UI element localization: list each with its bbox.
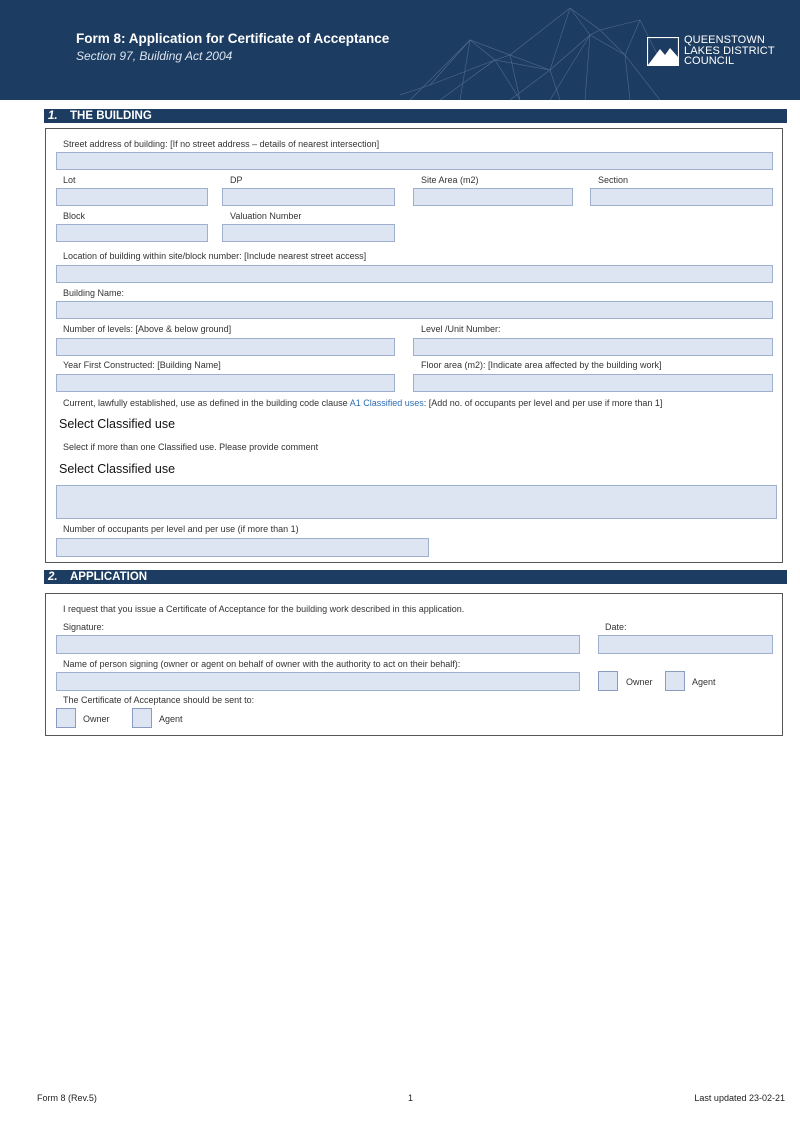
- footer-page-number: 1: [408, 1093, 414, 1103]
- signature-label: Signature:: [63, 622, 105, 632]
- classified-use-select-2[interactable]: Select Classified use: [59, 462, 176, 476]
- floor-area-field[interactable]: [413, 374, 773, 392]
- request-text: I request that you issue a Certificate of Acceptance for the building work described in this application.: [63, 604, 465, 614]
- section-2-panel: [45, 593, 783, 736]
- dp-label: DP: [230, 175, 243, 185]
- send-to-owner-label: Owner: [83, 714, 110, 724]
- location-field[interactable]: [56, 265, 773, 283]
- date-field[interactable]: [598, 635, 773, 654]
- occupants-field[interactable]: [56, 538, 429, 557]
- form-header: [0, 0, 800, 100]
- send-to-agent-label: Agent: [159, 714, 183, 724]
- section-2-number: 2.: [48, 571, 58, 583]
- site-area-label: Site Area (m2): [421, 175, 479, 185]
- section-1-panel: [45, 128, 783, 563]
- signer-agent-label: Agent: [692, 677, 716, 687]
- classified-use-select[interactable]: Select Classified use: [59, 417, 176, 431]
- location-label: Location of building within site/block number: [Include nearest street access]: [63, 251, 367, 261]
- signer-agent-checkbox[interactable]: [665, 671, 685, 691]
- building-name-field[interactable]: [56, 301, 773, 319]
- send-to-agent-checkbox[interactable]: [132, 708, 152, 728]
- date-label: Date:: [605, 622, 627, 632]
- mountain-logo-icon: [647, 37, 679, 66]
- name-of-person-field[interactable]: [56, 672, 580, 691]
- year-constructed-field[interactable]: [56, 374, 395, 392]
- current-use-text: Current, lawfully established, use as defined in the building code clause: [63, 398, 350, 408]
- current-use-label: [63, 398, 662, 408]
- logo-line-3: COUNCIL: [684, 55, 735, 68]
- name-of-person-label: Name of person signing (owner or agent on behalf of owner with the authority to act on their behalf):: [63, 659, 461, 669]
- section-1-number: 1.: [48, 110, 58, 122]
- classified-use-comment-field[interactable]: [56, 485, 777, 519]
- a1-classified-uses-link[interactable]: A1 Classified uses: [349, 398, 424, 408]
- form-subtitle: Section 97, Building Act 2004: [76, 49, 233, 63]
- send-to-owner-checkbox[interactable]: [56, 708, 76, 728]
- floor-area-label: Floor area (m2): [Indicate area affected by the building work]: [421, 360, 662, 370]
- sent-to-label: The Certificate of Acceptance should be sent to:: [63, 695, 255, 705]
- unit-number-field[interactable]: [413, 338, 773, 356]
- section-field[interactable]: [590, 188, 773, 206]
- signer-owner-checkbox[interactable]: [598, 671, 618, 691]
- valuation-number-label: Valuation Number: [230, 211, 302, 221]
- year-constructed-label: Year First Constructed: [Building Name]: [63, 360, 221, 370]
- unit-number-label: Level /Unit Number:: [421, 324, 501, 334]
- form-title: Form 8: Application for Certificate of Acceptance: [76, 31, 390, 46]
- footer-last-updated: Last updated 23-02-21: [694, 1093, 785, 1103]
- current-use-note: : [Add no. of occupants per level and per use if more than 1]: [423, 398, 663, 408]
- block-field[interactable]: [56, 224, 208, 242]
- street-address-label: Street address of building: [If no street address – details of nearest intersection]: [63, 139, 380, 149]
- block-label: Block: [63, 211, 86, 221]
- number-of-levels-field[interactable]: [56, 338, 395, 356]
- section-2-heading: [44, 570, 787, 584]
- lot-label: Lot: [63, 175, 76, 185]
- site-area-field[interactable]: [413, 188, 573, 206]
- valuation-number-field[interactable]: [222, 224, 395, 242]
- signer-owner-label: Owner: [626, 677, 653, 687]
- occupants-label: Number of occupants per level and per use (if more than 1): [63, 524, 299, 534]
- multiple-use-label: Select if more than one Classified use. Please provide comment: [63, 442, 319, 452]
- street-address-field[interactable]: [56, 152, 773, 170]
- logo-line-2: LAKES DISTRICT: [684, 44, 775, 57]
- section-label: Section: [598, 175, 629, 185]
- council-logo: [647, 35, 787, 69]
- dp-field[interactable]: [222, 188, 395, 206]
- signature-field[interactable]: [56, 635, 580, 654]
- section-2-title: APPLICATION: [70, 571, 148, 583]
- lot-field[interactable]: [56, 188, 208, 206]
- section-1-title: THE BUILDING: [70, 110, 152, 122]
- mountain-graphic: [400, 0, 660, 100]
- footer-form-revision: Form 8 (Rev.5): [37, 1093, 97, 1103]
- section-1-heading: [44, 109, 787, 123]
- number-of-levels-label: Number of levels: [Above & below ground]: [63, 324, 232, 334]
- logo-line-1: QUEENSTOWN: [684, 34, 765, 46]
- building-name-label: Building Name:: [63, 288, 125, 298]
